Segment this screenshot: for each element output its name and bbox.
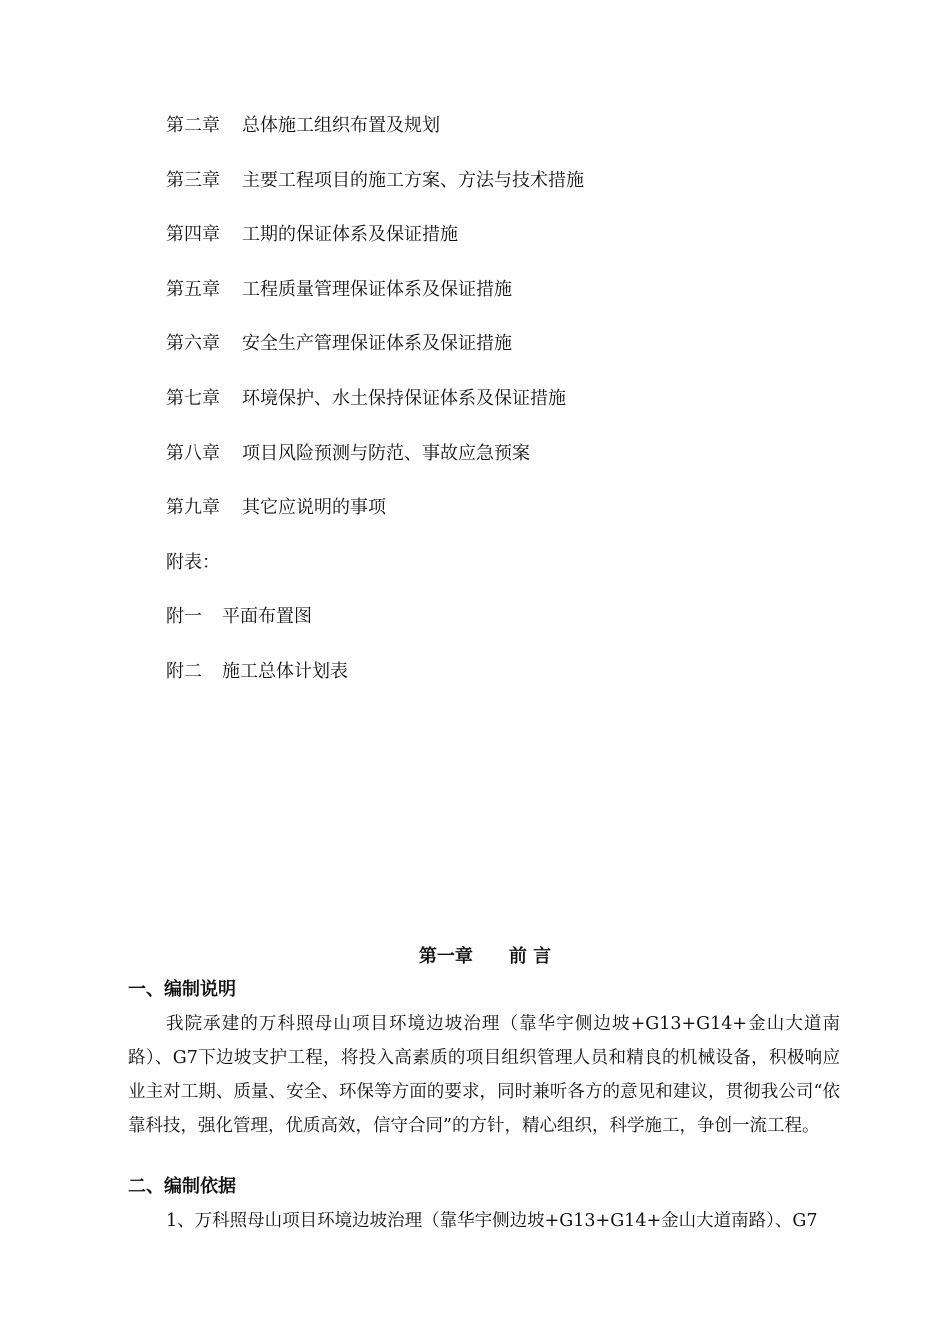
toc-item: [166, 329, 866, 384]
toc-chapter-title: 总体施工组织布置及规划: [242, 115, 440, 136]
toc-chapter-number: 第三章: [166, 169, 220, 191]
toc-item: [166, 166, 866, 221]
toc-appendix-number: 附二: [166, 660, 202, 682]
toc-chapter-title: 环境保护、水土保持保证体系及保证措施: [242, 387, 566, 409]
toc-item: [166, 493, 866, 548]
toc-item: [166, 220, 866, 275]
toc-appendix-title: 平面布置图: [222, 606, 312, 628]
table-of-contents: [166, 111, 866, 712]
toc-chapter-title: 工程质量管理保证体系及保证措施: [242, 278, 512, 300]
toc-item: [166, 384, 866, 439]
toc-chapter-title: 其它应说明的事项: [242, 497, 386, 519]
section-paragraph: 1、万科照母山项目环境边坡治理（靠华宇侧边坡+G13+G14+金山大道南路）、G7: [166, 1211, 818, 1231]
toc-appendix-number: 附一: [166, 606, 202, 628]
toc-chapter-number: 第五章: [166, 278, 220, 300]
toc-chapter-number: 第二章: [166, 115, 220, 136]
chapter-heading: [0, 942, 950, 972]
toc-appendix-label: 附表：: [166, 551, 220, 573]
section-paragraph: 我院承建的万科照母山项目环境边坡治理（靠华宇侧边坡+G13+G14+金山大道南路）、G7下边坡支护工程，将投入高素质的项目组织管理人员和精良的机械设备，积极响应业主对工期、质量、安全、环保等方面的要求，同时兼听各方的意见和建议，贯彻我公司“依靠科技，强化管理，优质高效，信守合同”的方针，精心组织，科学施工，争创一流工程。: [128, 1014, 840, 1136]
section-heading: 二、编制依据: [128, 1176, 236, 1197]
chapter-number: 第一章: [418, 946, 473, 967]
toc-chapter-title: 安全生产管理保证体系及保证措施: [242, 333, 512, 355]
toc-chapter-number: 第七章: [166, 387, 220, 409]
toc-appendix-item: [166, 602, 866, 657]
toc-chapter-title: 工期的保证体系及保证措施: [242, 224, 458, 246]
toc-item: [166, 439, 866, 494]
toc-appendix-title: 施工总体计划表: [222, 660, 348, 682]
toc-item: [166, 111, 866, 166]
chapter-title: 前 言: [508, 946, 552, 967]
toc-chapter-number: 第四章: [166, 224, 220, 246]
toc-chapter-number: 第八章: [166, 442, 220, 464]
toc-chapter-title: 主要工程项目的施工方案、方法与技术措施: [242, 169, 584, 191]
toc-item: [166, 275, 866, 330]
toc-chapter-number: 第九章: [166, 497, 220, 519]
section-heading: 一、编制说明: [128, 979, 236, 1000]
toc-appendix-item: [166, 657, 866, 712]
toc-chapter-number: 第六章: [166, 333, 220, 355]
toc-chapter-title: 项目风险预测与防范、事故应急预案: [242, 442, 530, 464]
